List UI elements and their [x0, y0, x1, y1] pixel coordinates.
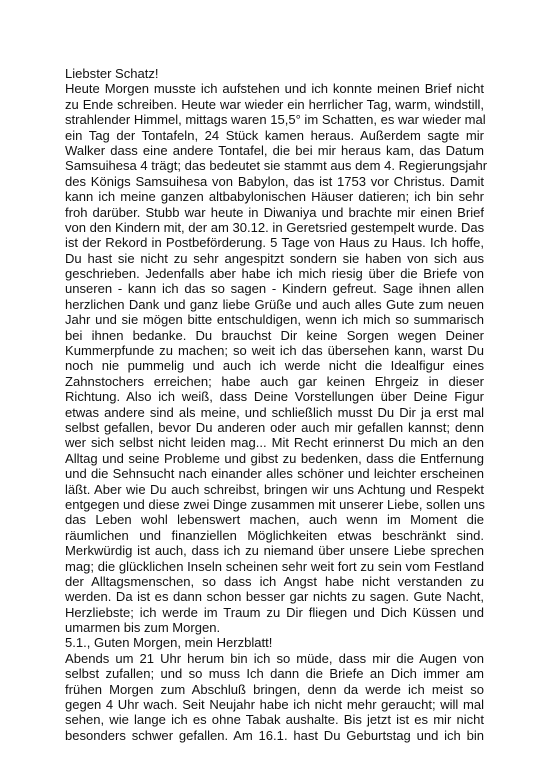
letter-line: Heute Morgen musste ich aufstehen und ich konnte meinen Brief nicht — [65, 81, 484, 97]
letter-line: mag; die glücklichen Inseln scheinen sehr weit fort zu sein vom Festland — [65, 558, 484, 574]
letter-line: sehen, wie lange ich es ohne Tabak aushalte. Bis jetzt ist es mir nicht — [65, 712, 484, 728]
letter-line: noch nie pummelig und auch ich werde nicht die Idealfigur eines — [65, 358, 484, 374]
letter-line: Liebster Schatz! — [65, 66, 159, 81]
letter-line: Walker dass eine andere Tontafel, die bei mir heraus kam, das Datum — [65, 142, 484, 158]
letter-line: selbst gefallen, bevor Du anderen oder auch mir gefallen kannst; denn — [65, 419, 484, 435]
letter-line: froh darüber. Stubb war heute in Diwaniya und brachte mir einen Brief — [65, 204, 484, 220]
letter-line: herzlichen Dank und ganz liebe Grüße und auch alles Gute zum neuen — [65, 296, 484, 312]
letter-line: kann ich meine ganzen altbabylonischen Häuser datieren; ich bin sehr — [65, 189, 484, 205]
letter-line: geschrieben. Jedenfalls aber habe ich mich riesig über die Briefe von — [65, 266, 484, 282]
letter-line: läßt. Aber wie Du auch schreibst, bringen wir uns Achtung und Respekt — [65, 481, 484, 497]
letter-line: und die Sehnsucht nach einander alles schöner und leichter erscheinen — [65, 466, 484, 482]
letter-line: räumlichen und finanziellen Möglichkeiten etwas beschränkt sind. — [65, 527, 484, 543]
letter-line: Richtung. Also ich weiß, dass Deine Vorstellungen über Deine Figur — [65, 389, 484, 405]
letter-line: ist der Rekord in Postbeförderung. 5 Tage von Haus zu Haus. Ich hoffe, — [65, 235, 484, 251]
letter-line: das Leben wohl lebenswert machen, auch wenn im Moment die — [65, 512, 484, 528]
letter-line: strahlender Himmel, mittags waren 15,5° im Schatten, es war wieder mal — [65, 112, 486, 128]
letter-line: werden. Da ist es dann schon besser gar nichts zu sagen. Gute Nacht, — [65, 589, 484, 605]
letter-line: unseren - kann ich das so sagen - Kindern gefreut. Sage ihnen allen — [65, 281, 484, 297]
letter-line: von den Kindern mit, der am 30.12. in Geretsried gestempelt wurde. Das — [65, 219, 485, 235]
letter-line: bei ihnen bedanke. Du brauchst Dir keine Sorgen wegen Deiner — [65, 327, 484, 343]
letter-line: ein Tag der Tontafeln, 24 Stück kamen heraus. Außerdem sagte mir — [65, 127, 484, 143]
letter-line: Jahr und sie mögen bitte entschuldigen, wenn ich mich so summarisch — [65, 312, 484, 328]
letter-line: zu Ende schreiben. Heute war wieder ein herrlicher Tag, warm, windstill, — [65, 96, 484, 112]
letter-line: Merkwürdig ist auch, dass ich zu niemand über unsere Liebe sprechen — [65, 543, 484, 559]
letter-line: Zahnstochers erreichen; habe auch gar keinen Ehrgeiz in dieser — [65, 373, 484, 389]
letter-line: etwas andere sind als meine, und schließlich musst Du Dir ja erst mal — [65, 404, 484, 420]
letter-line: Du hast sie nicht zu sehr angespitzt sondern sie haben von sich aus — [65, 250, 484, 266]
letter-line: Samsuihesa 4 trägt; das bedeutet sie stammt aus dem 4. Regierungsjahr — [65, 158, 488, 174]
letter-line: der Alltagsmenschen, so dass ich Angst habe nicht verstanden zu — [65, 573, 484, 589]
letter-line: frühen Morgen zum Abschluß bringen, denn da werde ich meist so — [65, 681, 484, 697]
letter-line: entgegen und diese zwei Dinge zusammen mit unserer Liebe, sollen uns — [65, 496, 485, 512]
letter-line: des Königs Samsuihesa von Babylon, das ist 1753 vor Christus. Damit — [65, 173, 484, 189]
letter-line: umarmen bis zum Morgen. — [65, 620, 221, 636]
letter-line: wer sich selbst nicht leiden mag... Mit Recht erinnerst Du mich an den — [65, 435, 484, 451]
letter-line: 5.1., Guten Morgen, mein Herzblatt! — [65, 635, 273, 651]
letter-line: Alltag und seine Probleme und gibst zu bedenken, dass die Entfernung — [65, 450, 484, 466]
letter-line: Kummerpfunde zu machen; so weit ich das übersehen kann, warst Du — [65, 343, 484, 359]
letter-line: gegen 4 Uhr wach. Seit Neujahr habe ich nicht mehr geraucht; will mal — [65, 697, 484, 713]
letter-line: selbst zufallen; und so muss Ich dann die Briefe an Dich immer am — [65, 666, 484, 682]
letter-line: Herzliebste; ich werde im Traum zu Dir fliegen und Dich Küssen und — [65, 604, 484, 620]
letter-page — [65, 66, 488, 743]
letter-line: Abends um 21 Uhr herum bin ich so müde, dass mir die Augen von — [65, 650, 484, 666]
letter-line: besonders schwer gefallen. Am 16.1. hast Du Geburtstag und ich bin — [65, 727, 484, 743]
